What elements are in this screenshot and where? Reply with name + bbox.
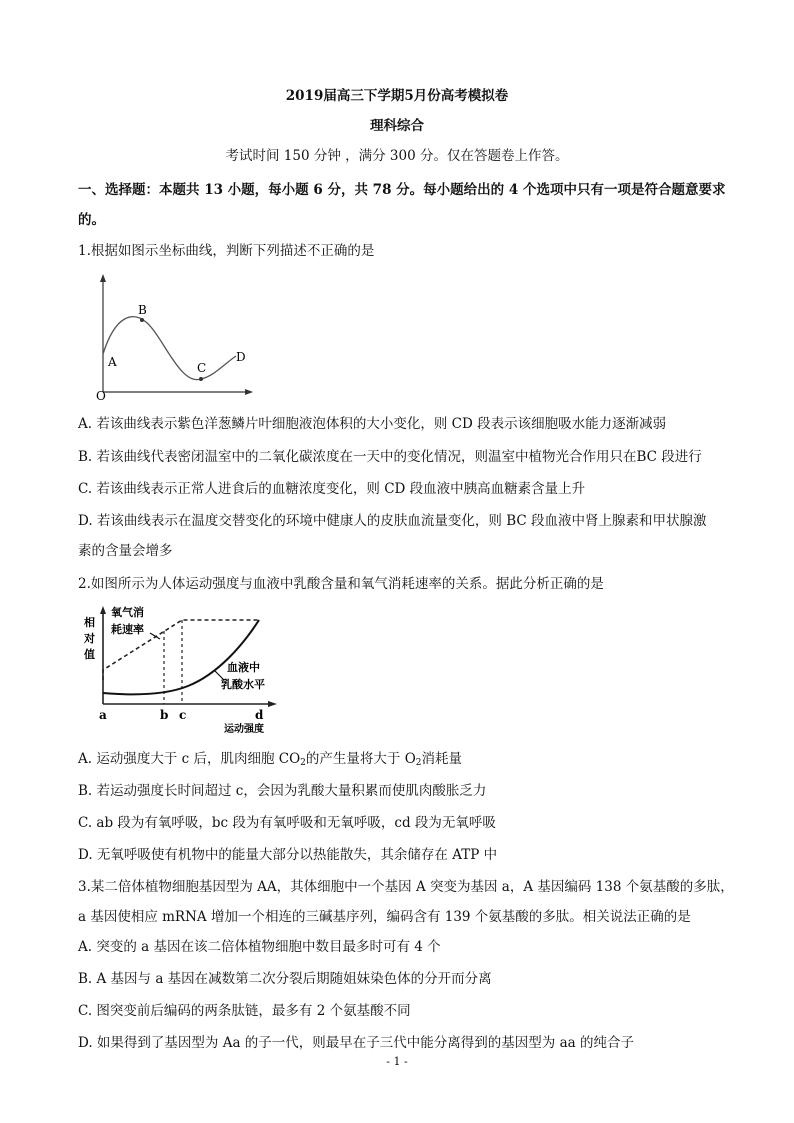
q2-xlabel: 运动强度 (224, 724, 264, 735)
q3-option-c: C. 图突变前后编码的两条肽链，最多有 2 个氨基酸不同 (78, 1003, 411, 1019)
q2-option-b: B. 若运动强度长时间超过 c，会因为乳酸大量积累而使肌肉酸胀乏力 (78, 783, 487, 799)
q2-option-d: D. 无氧呼吸使有机物中的能量大部分以热能散失，其余储存在 ATP 中 (78, 847, 498, 863)
q1-label-origin: O (96, 389, 106, 403)
q1-option-b: B. 若该曲线代表密闭温室中的二氧化碳浓度在一天中的变化情况，则温室中植物光合作用只在BC 段进行 (78, 449, 702, 465)
q2-y-arrow (100, 606, 106, 614)
q1-curve (103, 317, 236, 380)
q1-option-d-cont: 素的含量会增多 (78, 543, 173, 559)
q1-option-c: C. 若该曲线表示正常人进食后的血糖浓度变化，则 CD 段血液中胰高血糖素含量上升 (78, 481, 586, 497)
q1-label-b: B (138, 303, 147, 317)
question-3-stem: 3.某二倍体植物细胞基因型为 AA，其体细胞中一个基因 A 突变为基因 a，A 基因编码 138 个氨基酸的多肽， (78, 879, 734, 895)
q2-option-a-text-3: 消耗量 (421, 751, 462, 767)
section-title: 一、选择题：本题共 13 小题，每小题 6 分，共 78 分。每小题给出的 4 个选项中只有一项是符合题意要求 (78, 182, 726, 198)
subject-title: 理科综合 (370, 118, 424, 134)
q2-ylabel-2: 对 (84, 632, 95, 645)
q1-label-d: D (236, 350, 246, 364)
exam-instructions: 考试时间 150 分钟 ，满分 300 分。仅在答题卷上作答。 (225, 148, 569, 164)
q2-tick-d: d (255, 708, 264, 722)
question-2-figure (78, 600, 288, 738)
question-3-stem-cont: a 基因使相应 mRNA 增加一个相连的三碱基序列，编码含有 139 个氨基酸的多肽。相关说法正确的是 (78, 909, 691, 925)
q1-option-a: A. 若该曲线表示紫色洋葱鳞片叶细胞液泡体积的大小变化，则 CD 段表示该细胞吸水能力逐渐减弱 (78, 416, 667, 432)
q2-option-a-sub-2: 2 (415, 758, 422, 768)
q2-ylabel-1: 相 (84, 616, 95, 629)
q2-option-a-text-2: 的产生量将大于 O (305, 751, 416, 767)
q1-point-b (140, 318, 144, 322)
q1-point-c (199, 377, 203, 381)
q2-option-c: C. ab 段为有氧呼吸，bc 段为有氧呼吸和无氧呼吸，cd 段为无氧呼吸 (78, 815, 496, 831)
q2-tick-c: c (179, 708, 187, 722)
question-1-stem: 1.根据如图示坐标曲线，判断下列描述不正确的是 (78, 243, 375, 259)
q2-oxygen-pointer (150, 633, 160, 639)
exam-title: 2019届高三下学期5月份高考模拟卷 (285, 88, 509, 104)
q2-lactate-label-1: 血液中 (227, 661, 260, 674)
q2-tick-a: a (99, 708, 107, 722)
q1-label-a: A (108, 355, 117, 369)
q2-tick-b: b (160, 708, 169, 722)
q2-oxygen-label-2: 耗速率 (111, 623, 144, 636)
q3-option-a: A. 突变的 a 基因在该二倍体植物细胞中数目最多时可有 4 个 (78, 939, 441, 955)
q2-option-a-sub-1: 2 (300, 758, 306, 768)
page-number: - 1 - (386, 1055, 408, 1068)
question-1-figure (88, 268, 258, 404)
q2-x-arrow (268, 701, 277, 707)
q2-option-a (78, 749, 462, 773)
q1-y-arrow (100, 274, 106, 282)
q2-lactate-label-2: 乳酸水平 (221, 678, 265, 691)
section-title-cont: 的。 (78, 212, 105, 228)
q3-option-d: D. 如果得到了基因型为 Aa 的子一代，则最早在子三代中能分离得到的基因型为 aa 的纯合子 (78, 1035, 634, 1051)
q2-option-a-text-1: A. 运动强度大于 c 后，肌肉细胞 CO (78, 751, 301, 767)
q2-ylabel-3: 值 (84, 648, 95, 661)
q1-option-d: D. 若该曲线表示在温度交替变化的环境中健康人的皮肤血流量变化，则 BC 段血液中肾上腺素和甲状腺激 (78, 513, 707, 529)
q2-oxygen-label-1: 氧气消 (111, 606, 144, 619)
q3-option-b: B. A 基因与 a 基因在减数第二次分裂后期随姐妹染色体的分开而分离 (78, 971, 492, 987)
q1-label-c: C (197, 361, 207, 375)
question-2-stem: 2.如图所示为人体运动强度与血液中乳酸含量和氧气消耗速率的关系。据此分析正确的是 (78, 576, 604, 592)
q1-x-arrow (245, 389, 253, 395)
